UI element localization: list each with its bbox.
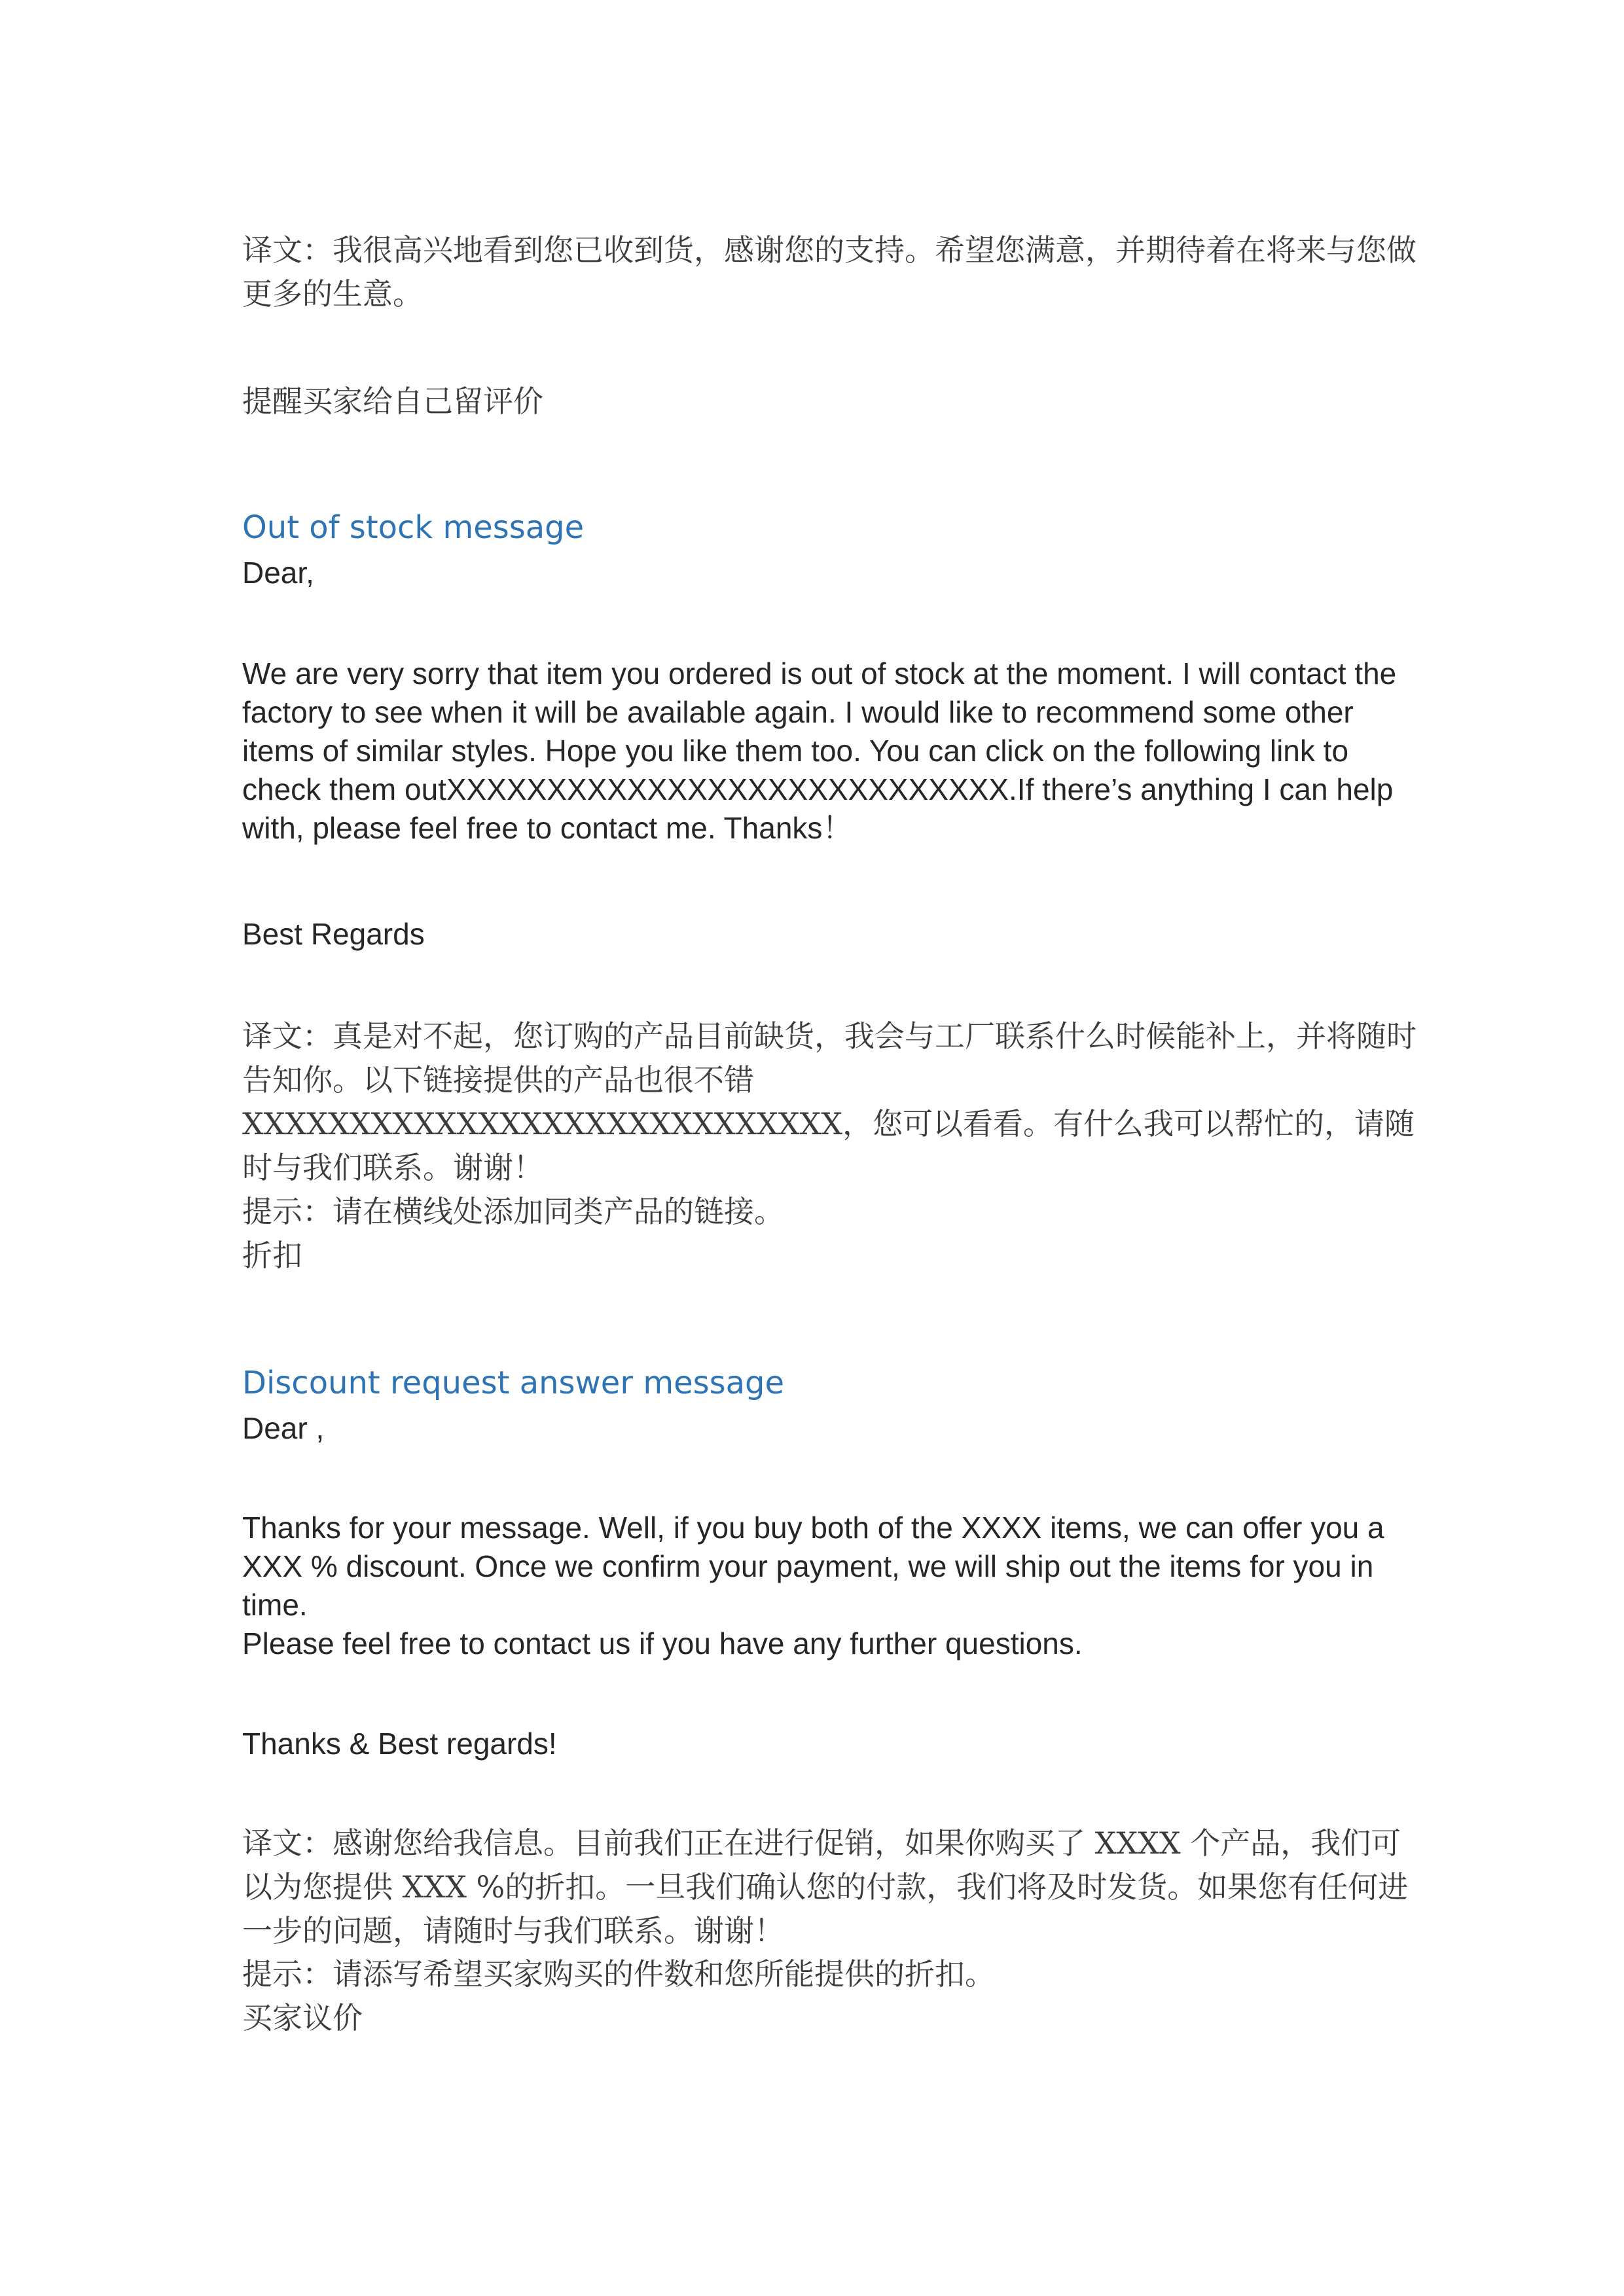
note-remind-feedback: 提醒买家给自己留评价 [242, 384, 543, 419]
discount-tip: 提示：请添写希望买家购买的件数和您所能提供的折扣。 [242, 1956, 995, 1992]
discount-translation: 译文：感谢您给我信息。目前我们正在进行促销，如果你购买了 XXXX 个产品，我们可以为您提供 XXX %的折扣。一旦我们确认您的付款，我们将及时发货。如果您有任何进一步的问题，请随时与我们联系。谢谢！ [242, 1825, 1409, 1948]
heading-discount-request: Discount request answer message [242, 1365, 785, 1401]
heading-out-of-stock: Out of stock message [242, 509, 585, 546]
out-of-stock-greeting: Dear, [242, 556, 314, 590]
out-of-stock-closing: Best Regards [242, 917, 425, 951]
discount-greeting: Dear , [242, 1411, 325, 1445]
label-discount: 折扣 [242, 1238, 302, 1273]
discount-body: Thanks for your message. Well, if you buy both of the XXXX items, we can offer you a XXX % discount. Once we confirm your payment, we will ship out the items for you in time. [242, 1511, 1384, 1622]
discount-body-followup: Please feel free to contact us if you have any further questions. [242, 1626, 1083, 1660]
out-of-stock-tip: 提示：请在横线处添加同类产品的链接。 [242, 1194, 784, 1229]
out-of-stock-translation: 译文：真是对不起，您订购的产品目前缺货，我会与工厂联系什么时候能补上，并将随时告知你。以下链接提供的产品也很不错 XXXXXXXXXXXXXXXXXXXXXXXXXXXX，您可以看看。有什么我可以帮忙的，请随时与我们联系。谢谢！ [242, 1018, 1416, 1185]
label-buyer-bargain: 买家议价 [242, 2000, 363, 2036]
out-of-stock-body: We are very sorry that item you ordered is out of stock at the moment. I will contact the factory to see when it will be available again. I would like to recommend some other items of similar styles. Hope you like them too. You can click on the following link to check them outXXXXXXXXXXXXXXXXXXXXXXXXXXXX.If there’s anything I can help with, please feel free to contact me. Thanks！ [242, 656, 1397, 845]
translation-thanks-receipt: 译文：我很高兴地看到您已收到货，感谢您的支持。希望您满意，并期待着在将来与您做更多的生意。 [242, 232, 1416, 312]
discount-closing: Thanks & Best regards! [242, 1727, 557, 1761]
